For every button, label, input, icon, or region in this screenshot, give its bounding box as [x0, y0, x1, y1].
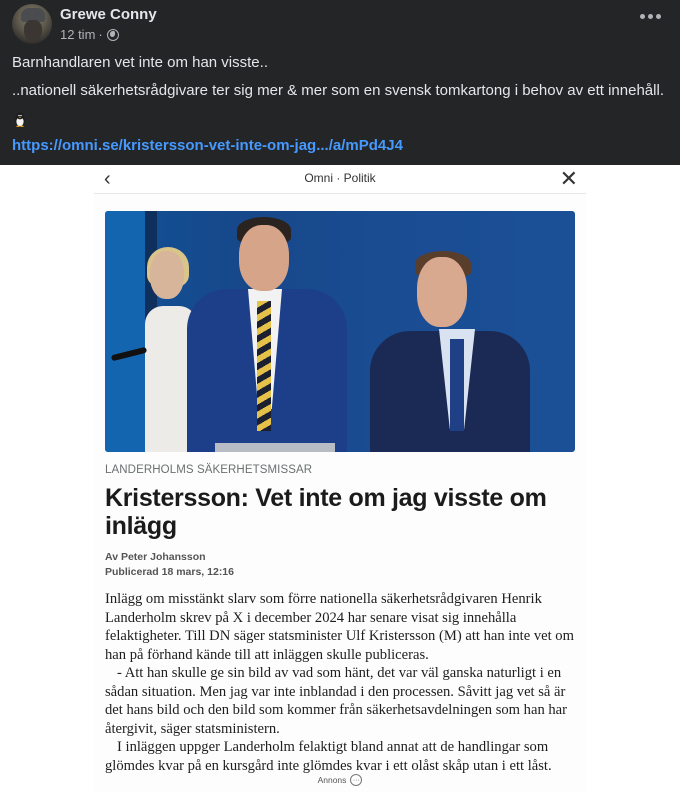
- back-chevron-icon[interactable]: ‹: [104, 168, 111, 190]
- topbar-title: Omni · Politik: [304, 171, 376, 185]
- penguin-emoji-icon: [14, 112, 26, 127]
- embedded-screenshot[interactable]: [0, 165, 680, 792]
- photo-person: [257, 301, 271, 431]
- article-link[interactable]: https://omni.se/kristersson-vet-inte-om-jag.../a/mPd4J4: [12, 137, 403, 154]
- globe-icon[interactable]: [107, 29, 119, 41]
- article-paragraph: I inläggen uppger Landerholm felaktigt bland annat att de handlingar som glömdes kvar på en kursgård inte glömdes kvar i ett olåst skåp utan i ett låst.: [105, 739, 552, 774]
- omni-article: [94, 165, 586, 792]
- close-icon[interactable]: ✕: [559, 166, 578, 191]
- post-time[interactable]: 12 tim: [60, 27, 96, 42]
- article-paragraph: Inlägg om misstänkt slarv som förre nationella säkerhetsrådgivaren Henrik Landerholm skrev på X i december 2024 har senare visat sig innehålla felaktigheter. Till DN säger statsminister Ulf Kristersson (M) att han inte vet om han på förhand kände till att inläggen skulle publiceras.: [105, 591, 574, 663]
- photo-backdrop: [105, 211, 145, 452]
- avatar[interactable]: [12, 4, 52, 44]
- post-author[interactable]: Grewe Conny: [60, 6, 157, 23]
- photo-person: [417, 257, 467, 327]
- more-dot-icon: [648, 14, 653, 19]
- article-byline: Av Peter Johansson: [105, 551, 206, 563]
- article-published: Publicerad 18 mars, 12:16: [105, 566, 234, 578]
- meta-separator: ·: [98, 27, 103, 42]
- article-body: [105, 590, 577, 775]
- post-text-line: Barnhandlaren vet inte om han visste..: [12, 54, 268, 71]
- photo-person: [450, 339, 464, 431]
- article-kicker: LANDERHOLMS SÄKERHETSMISSAR: [105, 464, 313, 476]
- photo-person: [239, 225, 289, 291]
- hero-photo: [105, 211, 575, 452]
- ad-text: Annons: [317, 775, 347, 785]
- ad-label: [94, 774, 586, 786]
- photo-podium: [215, 443, 335, 452]
- more-options-button[interactable]: [640, 14, 661, 19]
- article-topbar: [94, 165, 586, 194]
- article-paragraph: - Att han skulle ge sin bild av vad som hänt, det var väl ganska naturligt i en sådan situation. Men jag var inte inblandad i den processen. Såvitt jag vet så är det hans bild och den bild som kommer från säkerhetsavdelningen som han har återgivit, säger statsministern.: [105, 665, 568, 737]
- more-dot-icon: [656, 14, 661, 19]
- more-dot-icon: [640, 14, 645, 19]
- avatar-face: [24, 20, 42, 42]
- facebook-post: [0, 0, 680, 165]
- post-meta: [60, 27, 119, 42]
- ad-more-icon[interactable]: ···: [350, 774, 362, 786]
- photo-person: [150, 251, 184, 299]
- post-text-line: ..nationell säkerhetsrådgivare ter sig mer & mer som en svensk tomkartong i behov av ett innehåll.: [12, 82, 664, 99]
- article-headline: Kristersson: Vet inte om jag visste om inlägg: [105, 484, 547, 540]
